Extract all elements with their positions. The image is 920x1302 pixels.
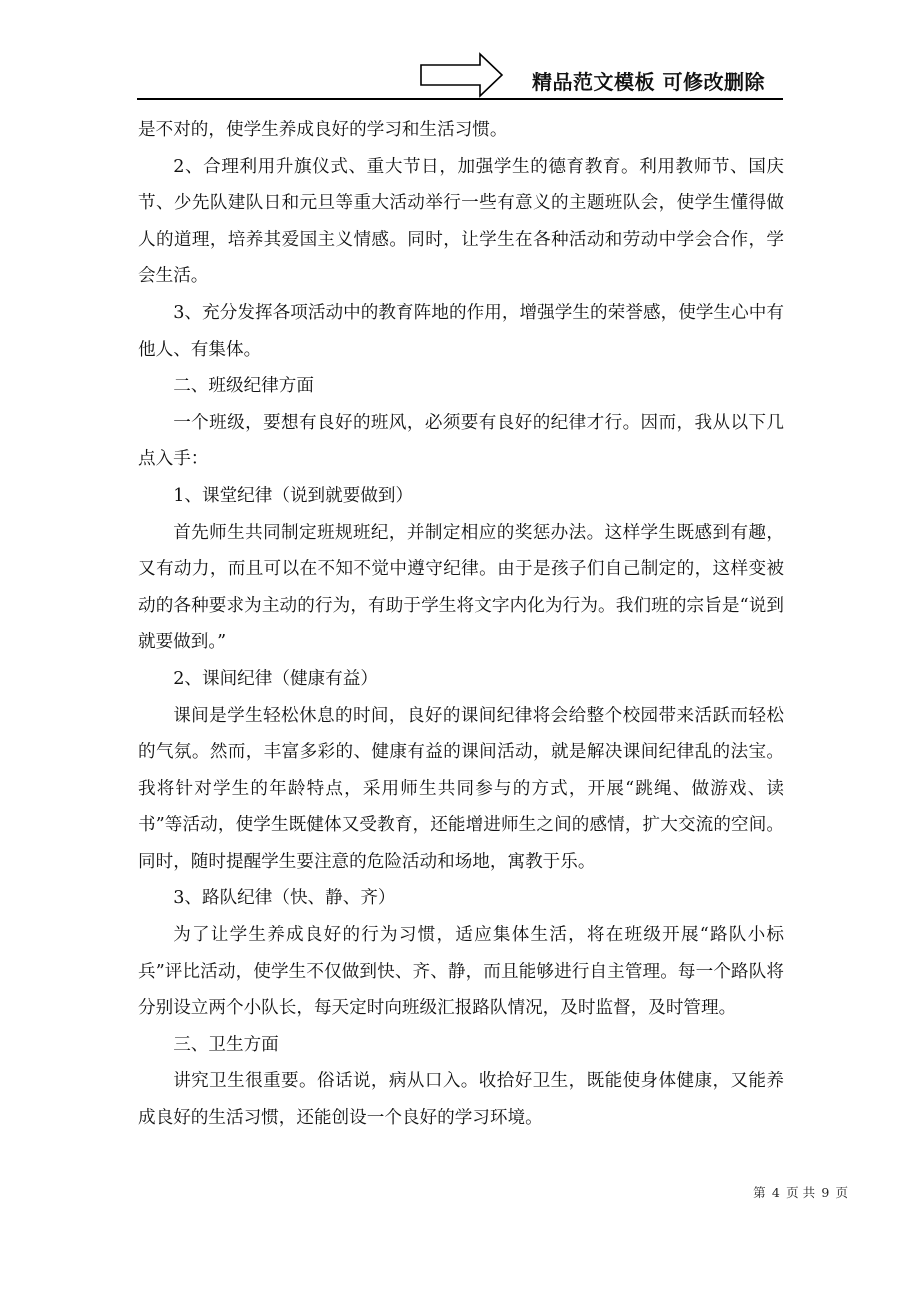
- paragraph: 为了让学生养成良好的行为习惯，适应集体生活，将在班级开展“路队小标兵”评比活动，使学生不仅做到快、齐、静，而且能够进行自主管理。每一个路队将分别设立两个小队长，每天定时向班级汇报路队情况，及时监督，及时管理。: [138, 925, 784, 1019]
- subsection-heading: 3、路队纪律（快、静、齐）: [173, 888, 396, 909]
- paragraph: 首先师生共同制定班规班纪，并制定相应的奖惩办法。这样学生既感到有趣，又有动力，而且可以在不知不觉中遵守纪律。由于是孩子们自己制定的，这样变被动的各种要求为主动的行为，有助于学生将文字内化为行为。我们班的宗旨是“说到就要做到。”: [138, 522, 784, 653]
- arrow-right-icon: [420, 52, 504, 98]
- paragraph: 讲究卫生很重要。俗话说，病从口入。收拾好卫生，既能使身体健康，又能养成良好的生活习惯，还能创设一个良好的学习环境。: [138, 1071, 784, 1129]
- footer-suffix: 页: [835, 1185, 849, 1200]
- header-divider: [137, 98, 783, 100]
- paragraph: 是不对的，使学生养成良好的学习和生活习惯。: [138, 120, 508, 140]
- paragraph: 课间是学生轻松休息的时间，良好的课间纪律将会给整个校园带来活跃而轻松的气氛。然而，丰富多彩的、健康有益的课间活动，就是解决课间纪律乱的法宝。我将针对学生的年龄特点，采用师生共同参与的方式，开展“跳绳、做游戏、读书”等活动，使学生既健体又受教育，还能增进师生之间的感情，扩大交流的空间。同时，随时提醒学生要注意的危险活动和场地，寓教于乐。: [138, 705, 784, 872]
- section-heading: 三、卫生方面: [173, 1034, 279, 1055]
- page-number-footer: [750, 1183, 851, 1201]
- subsection-heading: 1、课堂纪律（说到就要做到）: [173, 485, 414, 506]
- header-title: 精品范文模板 可修改删除: [532, 70, 765, 94]
- paragraph: 一个班级，要想有良好的班风，必须要有良好的纪律才行。因而，我从以下几点入手：: [138, 412, 784, 470]
- subsection-heading: 2、课间纪律（健康有益）: [173, 668, 378, 689]
- section-heading: 二、班级纪律方面: [173, 376, 314, 397]
- document-body: [138, 112, 784, 1137]
- total-pages: 9: [821, 1185, 830, 1200]
- paragraph: 2、合理利用升旗仪式、重大节日，加强学生的德育教育。利用教师节、国庆节、少先队建队日和元旦等重大活动举行一些有意义的主题班队会，使学生懂得做人的道理，培养其爱国主义情感。同时，让学生在各种活动和劳动中学会合作，学会生活。: [138, 156, 784, 287]
- paragraph: 3、充分发挥各项活动中的教育阵地的作用，增强学生的荣誉感，使学生心中有他人、有集体。: [138, 302, 784, 360]
- footer-middle: 页 共: [786, 1185, 816, 1200]
- current-page: 4: [771, 1185, 780, 1200]
- footer-prefix: 第: [753, 1185, 766, 1200]
